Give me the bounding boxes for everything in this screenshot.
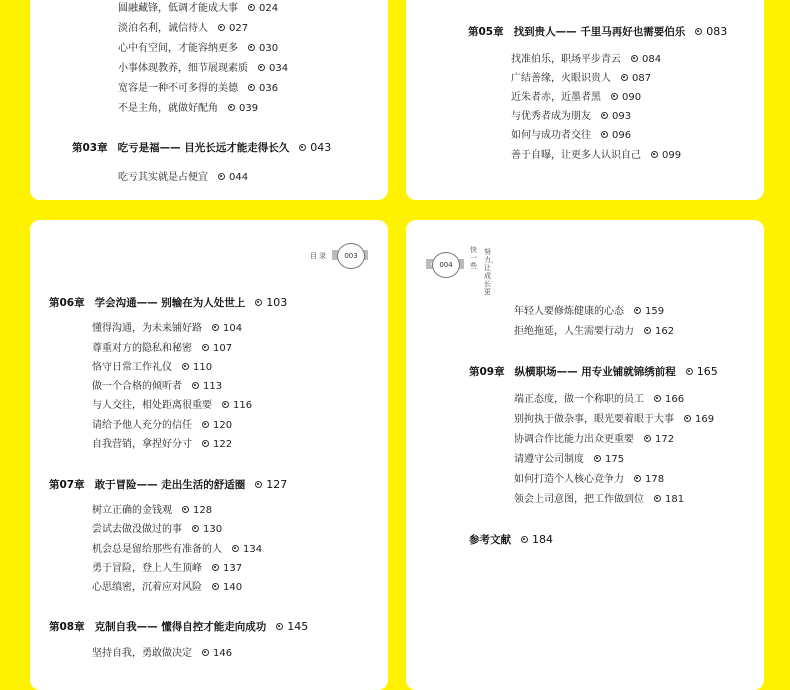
toc-entry[interactable]: 与优秀者成为朋友 093 <box>511 111 632 122</box>
page-marker-icon <box>695 28 702 35</box>
page-marker-icon <box>634 475 641 482</box>
page-marker-icon <box>654 395 661 402</box>
toc-entry[interactable]: 做一个合格的倾听者 113 <box>92 381 223 392</box>
page-marker-icon <box>248 4 255 11</box>
chapter-heading[interactable]: 第05章 找到贵人—— 千里马再好也需要伯乐 083 <box>468 25 728 38</box>
page-marker-icon <box>594 455 601 462</box>
toc-entry[interactable]: 不是主角，就做好配角 039 <box>118 103 259 114</box>
toc-entry[interactable]: 别拘执于做杂事，眼光要着眼于大事 169 <box>514 414 715 425</box>
toc-entry[interactable]: 坚持自我，勇敢做决定 146 <box>92 648 233 659</box>
page-marker-icon <box>182 363 189 370</box>
page-marker-icon <box>202 344 209 351</box>
page-marker-icon <box>258 64 265 71</box>
page-number-badge: 004 <box>432 252 460 278</box>
page-marker-icon <box>182 506 189 513</box>
page-marker-icon <box>212 583 219 590</box>
toc-entry[interactable]: 年轻人要修炼健康的心态 159 <box>514 306 665 317</box>
toc-card-bottom-left <box>30 220 388 690</box>
page-marker-icon <box>601 112 608 119</box>
toc-entry[interactable]: 找准伯乐，职场平步青云 084 <box>511 54 662 65</box>
page-marker-icon <box>644 327 651 334</box>
toc-entry[interactable]: 尊重对方的隐私和秘密 107 <box>92 343 233 354</box>
toc-entry[interactable]: 树立正确的金钱观 128 <box>92 505 213 516</box>
page-marker-icon <box>684 415 691 422</box>
chapter-heading[interactable]: 第06章 学会沟通—— 别输在为人处世上 103 <box>49 296 288 309</box>
page-marker-icon <box>601 131 608 138</box>
page-marker-icon <box>651 151 658 158</box>
chapter-heading[interactable]: 第03章 吃亏是福—— 目光长远才能走得长久 043 <box>72 141 332 154</box>
toc-entry[interactable]: 请给予他人充分的信任 120 <box>92 420 233 431</box>
page-marker-icon <box>299 144 306 151</box>
toc-entry[interactable]: 近朱者赤，近墨者黑 090 <box>511 92 642 103</box>
toc-entry[interactable]: 勇于冒险，登上人生顶峰 137 <box>92 563 243 574</box>
page-marker-icon <box>255 481 262 488</box>
toc-entry[interactable]: 善于自曝，让更多人认识自己 099 <box>511 150 682 161</box>
page-marker-icon <box>232 545 239 552</box>
chapter-heading[interactable]: 第08章 克制自我—— 懂得自控才能走向成功 145 <box>49 620 309 633</box>
page-marker-icon <box>228 104 235 111</box>
toc-entry[interactable]: 领会上司意图，把工作做到位 181 <box>514 494 685 505</box>
page-marker-icon <box>202 440 209 447</box>
toc-entry[interactable]: 自我营销，拿捏好分寸 122 <box>92 439 233 450</box>
toc-entry[interactable]: 心中有空间，才能容纳更多 030 <box>118 43 279 54</box>
page-marker-icon <box>202 421 209 428</box>
page-marker-icon <box>202 649 209 656</box>
page-marker-icon <box>212 324 219 331</box>
toc-entry[interactable]: 如何打造个人核心竞争力 178 <box>514 474 665 485</box>
chapter-heading[interactable]: 第09章 纵横职场—— 用专业铺就锦绣前程 165 <box>469 365 718 378</box>
slogan-vertical-text: 努力，让成长更 <box>484 248 498 296</box>
toc-entry[interactable]: 端正态度，做一个称职的员工 166 <box>514 394 685 405</box>
toc-entry[interactable]: 尝试去做没做过的事 130 <box>92 524 223 535</box>
page-marker-icon <box>248 84 255 91</box>
page-marker-icon <box>611 93 618 100</box>
page-marker-icon <box>621 74 628 81</box>
page-marker-icon <box>644 435 651 442</box>
toc-entry[interactable]: 小事体现教养，细节展现素质 034 <box>118 63 289 74</box>
toc-entry[interactable]: 请遵守公司制度 175 <box>514 454 625 465</box>
page-marker-icon <box>686 368 693 375</box>
page-marker-icon <box>218 173 225 180</box>
page-marker-icon <box>631 55 638 62</box>
page-marker-icon <box>192 382 199 389</box>
page-marker-icon <box>276 623 283 630</box>
page-marker-icon <box>521 536 528 543</box>
page-marker-icon <box>255 299 262 306</box>
toc-entry[interactable]: 拒绝拖延，人生需要行动力 162 <box>514 326 675 337</box>
toc-entry[interactable]: 吃亏其实就是占便宜 044 <box>118 172 249 183</box>
toc-entry[interactable]: 心思缜密，沉着应对风险 140 <box>92 582 243 593</box>
toc-entry[interactable]: 广结善缘，火眼识贵人 087 <box>511 73 652 84</box>
references-heading[interactable]: 参考文献 184 <box>469 533 553 546</box>
toc-card-bottom-right <box>406 220 764 690</box>
toc-entry[interactable]: 与人交往，相处距离很重要 116 <box>92 400 253 411</box>
toc-entry[interactable]: 圆融藏锋，低调才能成大事 024 <box>118 3 279 14</box>
page-marker-icon <box>218 24 225 31</box>
toc-entry[interactable]: 宽容是一种不可多得的美德 036 <box>118 83 279 94</box>
toc-entry[interactable]: 淡泊名利，诚信待人 027 <box>118 23 249 34</box>
toc-entry[interactable]: 懂得沟通，为未来铺好路 104 <box>92 323 243 334</box>
page-marker-icon <box>192 525 199 532</box>
toc-entry[interactable]: 如何与成功者交往 096 <box>511 130 632 141</box>
toc-entry[interactable]: 协调合作比能力出众更重要 172 <box>514 434 675 445</box>
toc-header-label: 目录 <box>310 252 328 260</box>
page-marker-icon <box>634 307 641 314</box>
toc-entry[interactable]: 机会总是留给那些有准备的人 134 <box>92 544 263 555</box>
page-marker-icon <box>212 564 219 571</box>
toc-card-top-left <box>30 0 388 200</box>
chapter-heading[interactable]: 第07章 敢于冒险—— 走出生活的舒适圈 127 <box>49 478 288 491</box>
page-marker-icon <box>222 401 229 408</box>
page-number-badge: 003 <box>337 243 365 269</box>
page-marker-icon <box>654 495 661 502</box>
slogan-vertical-text: 快一些 <box>470 246 477 270</box>
page-marker-icon <box>248 44 255 51</box>
toc-entry[interactable]: 恪守日常工作礼仪 110 <box>92 362 213 373</box>
toc-card-top-right <box>406 0 764 200</box>
